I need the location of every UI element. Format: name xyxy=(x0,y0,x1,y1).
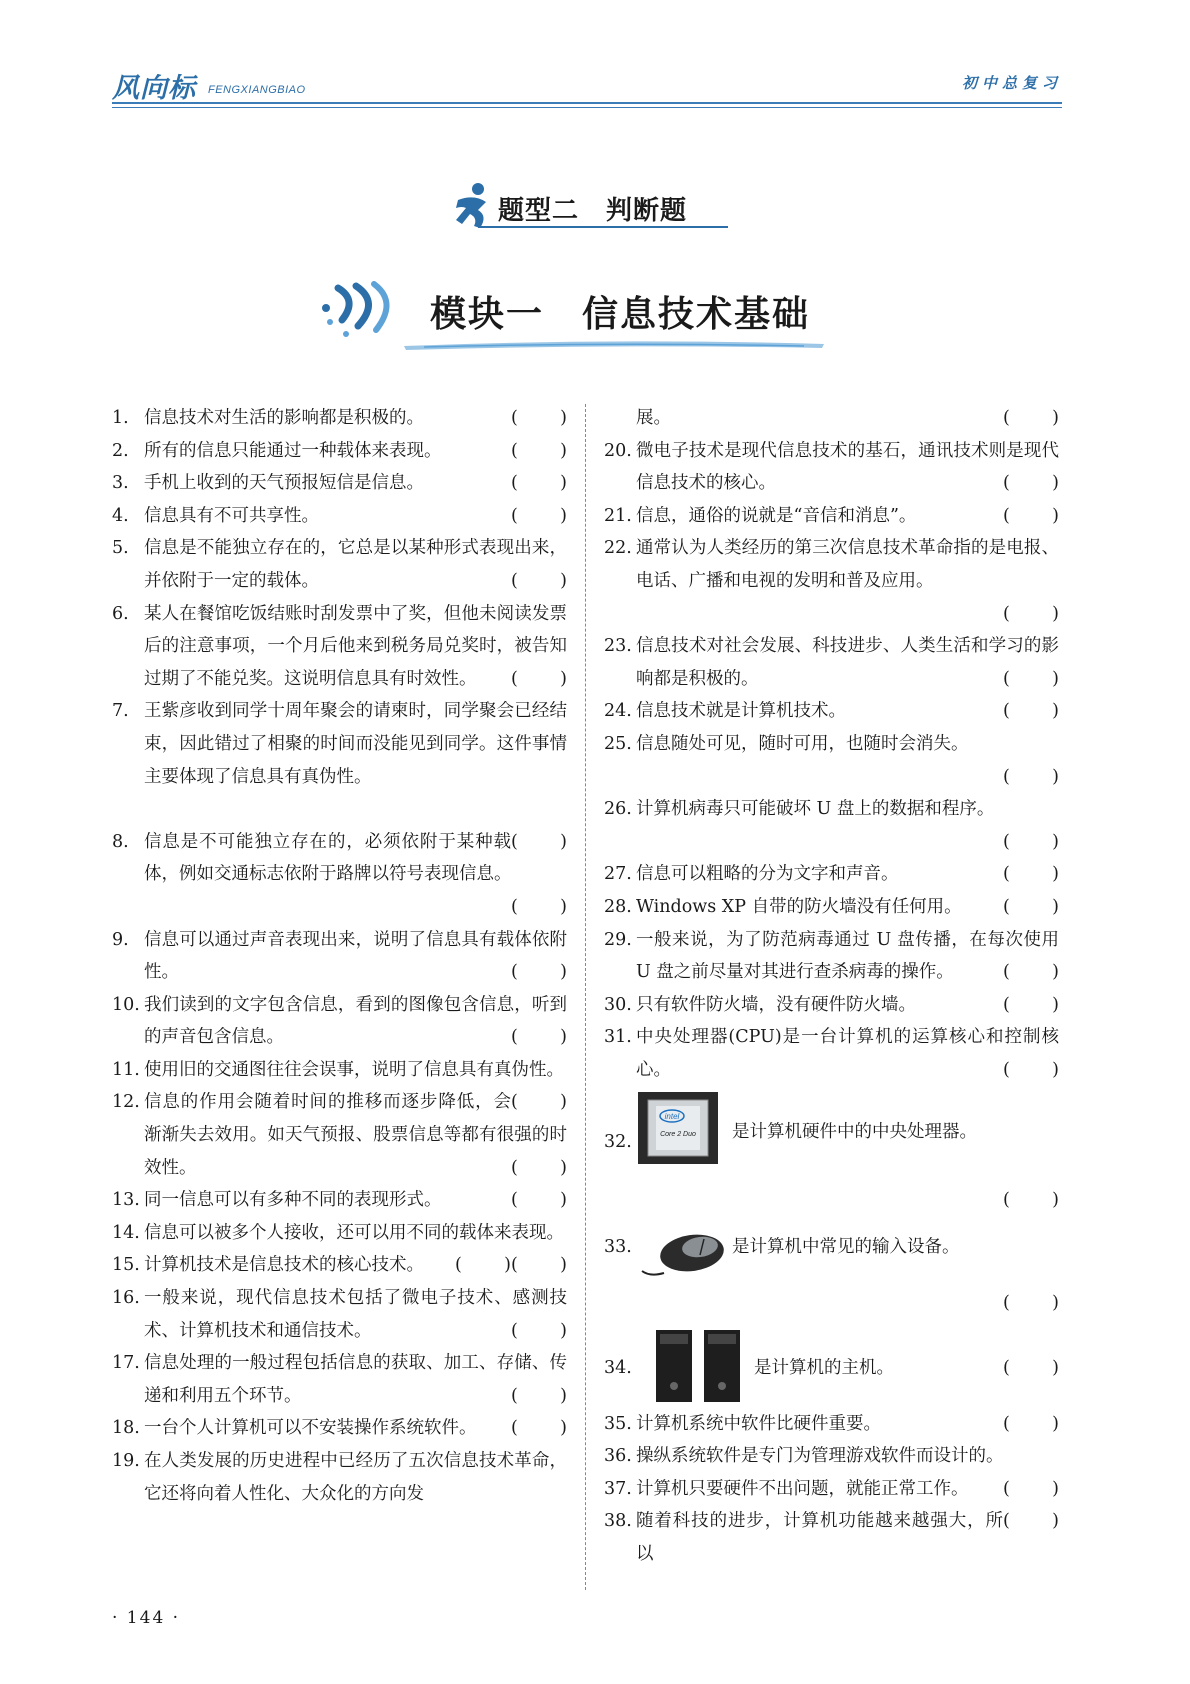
answer-bracket[interactable]: ( ) xyxy=(511,1418,567,1439)
question-number: 33. xyxy=(604,1237,632,1258)
question-text: 通常认为人类经历的第三次信息技术革命指的是电报、电话、广播和电视的发明和普及应用。 xyxy=(636,538,1059,591)
question-text: 所有的信息只能通过一种载体来表现。 xyxy=(144,440,442,461)
answer-bracket[interactable]: ( ) xyxy=(1003,864,1059,885)
question-number: 10. xyxy=(112,994,140,1015)
question-text: 计算机只要硬件不出问题，就能正常工作。 xyxy=(636,1478,969,1499)
question-text: 计算机病毒只可能破坏 U 盘上的数据和程序。 xyxy=(636,799,995,820)
question-number: 17. xyxy=(112,1353,140,1374)
page-header xyxy=(112,62,1062,106)
answer-bracket[interactable]: ( ) xyxy=(511,473,567,494)
question-text: 同一信息可以有多种不同的表现形式。 xyxy=(144,1190,442,1211)
brush-stroke-decoration xyxy=(404,338,824,352)
brand-logo: 风向标 xyxy=(112,73,196,104)
question-text: 使用旧的交通图往往会误事，说明了信息具有真伪性。 xyxy=(144,1059,564,1080)
answer-bracket[interactable]: ( ) xyxy=(1003,668,1059,689)
question-text: 信息可以粗略的分为文字和声音。 xyxy=(636,864,899,885)
question-number: 7. xyxy=(112,701,129,722)
mouse-image xyxy=(638,1225,728,1285)
question-text: 计算机系统中软件比硬件重要。 xyxy=(636,1413,881,1434)
question-item xyxy=(112,1347,567,1412)
answer-bracket[interactable]: ( ) xyxy=(1003,1293,1059,1314)
answer-bracket[interactable]: ( ) xyxy=(1003,1357,1059,1378)
right-question-column xyxy=(604,402,1059,1571)
question-number: 32. xyxy=(604,1132,632,1153)
question-number: 19. xyxy=(112,1451,140,1471)
question-text: 手机上收到的天气预报短信是信息。 xyxy=(144,473,424,494)
question-text: 信息技术就是计算机技术。 xyxy=(636,701,846,722)
question-text: 信息，通俗的说就是“音信和消息”。 xyxy=(636,505,917,526)
question-number: 12. xyxy=(112,1092,140,1113)
answer-bracket[interactable]: ( ) xyxy=(1003,994,1059,1015)
question-number: 21. xyxy=(604,505,632,526)
answer-bracket[interactable]: ( ) xyxy=(1003,962,1059,983)
question-item xyxy=(604,924,1059,989)
question-text: 在人类发展的历史进程中已经历了五次信息技术革命，它还将向着人性化、大众化的方向发 xyxy=(144,1451,567,1504)
question-number: 29. xyxy=(604,929,632,950)
question-text: 中央处理器(CPU)是一台计算机的运算核心和控制核心。 xyxy=(636,1027,1059,1080)
answer-bracket[interactable]: ( ) xyxy=(511,896,567,917)
question-number: 38. xyxy=(604,1511,632,1532)
question-number: 5. xyxy=(112,538,129,559)
question-text: 信息随处可见，随时可用，也随时会消失。 xyxy=(636,733,969,754)
question-text: 信息是不可能独立存在的，必须依附于某种载体，例如交通标志依附于路牌以符号表现信息。 xyxy=(144,831,512,885)
question-text: 某人在餐馆吃饭结账时刮发票中了奖，但他未阅读发票后的注意事项，一个月后他来到税务局兑奖时，被告知过期了不能兑奖。这说明信息具有时效性。 xyxy=(144,603,567,689)
question-item xyxy=(112,598,567,696)
question-text: 一般来说，为了防范病毒通过 U 盘传播，在每次使用 U 盘之前尽量对其进行查杀病毒的操作。 xyxy=(636,929,1059,983)
question-item xyxy=(604,989,1059,1022)
answer-bracket[interactable]: ( ) xyxy=(511,1320,567,1341)
question-text: 只有软件防火墙，没有硬件防火墙。 xyxy=(636,994,916,1015)
question-item xyxy=(604,630,1059,695)
question-item xyxy=(112,500,567,533)
question-text: 信息技术对生活的影响都是积极的。 xyxy=(144,408,424,428)
question-item-with-image xyxy=(604,1326,1059,1408)
answer-bracket[interactable]: ( ) xyxy=(1003,1190,1059,1211)
question-number: 30. xyxy=(604,994,632,1015)
answer-bracket[interactable]: ( ) xyxy=(1003,1413,1059,1434)
question-item xyxy=(604,793,1059,858)
question-item-with-image xyxy=(604,1225,1059,1287)
answer-bracket[interactable]: ( ) xyxy=(511,505,567,526)
answer-bracket[interactable]: ( ) xyxy=(511,1092,567,1113)
question-number: 26. xyxy=(604,799,632,820)
question-number: 14. xyxy=(112,1222,140,1243)
question-item xyxy=(604,532,1059,630)
answer-bracket[interactable]: ( ) xyxy=(1003,1059,1059,1080)
section-heading xyxy=(448,180,733,232)
answer-bracket[interactable]: ( ) xyxy=(1003,896,1059,917)
question-text: 计算机技术是信息技术的核心技术。 xyxy=(144,1255,424,1276)
question-number: 23. xyxy=(604,636,632,657)
question-item-with-image xyxy=(604,1092,1059,1184)
answer-bracket[interactable]: ( ) xyxy=(511,1027,567,1048)
question-item xyxy=(112,532,567,597)
question-number: 18. xyxy=(112,1418,140,1439)
question-item xyxy=(604,1021,1059,1086)
page-number: · 144 · xyxy=(112,1608,181,1628)
question-item xyxy=(112,1412,567,1445)
header-rule xyxy=(112,102,1062,104)
question-number: 27. xyxy=(604,864,632,885)
question-item xyxy=(112,1282,567,1347)
question-text: 信息技术对社会发展、科技进步、人类生活和学习的影响都是积极的。 xyxy=(636,636,1059,689)
question-text: 微电子技术是现代信息技术的基石，通讯技术则是现代信息技术的核心。 xyxy=(636,440,1059,494)
question-number: 35. xyxy=(604,1413,632,1434)
wave-decoration-icon xyxy=(318,280,398,344)
question-item-continuation xyxy=(604,402,1059,435)
question-item xyxy=(604,858,1059,891)
question-text: 操纵系统软件是专门为管理游戏软件而设计的。 xyxy=(636,1446,1004,1467)
question-number: 15. xyxy=(112,1255,140,1276)
question-number: 2. xyxy=(112,440,129,461)
question-number: 36. xyxy=(604,1446,632,1467)
answer-bracket[interactable]: ( ) xyxy=(511,440,567,461)
question-text: 王紫彦收到同学十周年聚会的请柬时，同学聚会已经结束，因此错过了相聚的时间而没能见到同学。这件事情主要体现了信息具有真伪性。 xyxy=(144,701,567,787)
question-number: 4. xyxy=(112,505,129,526)
question-text: 信息可以被多个人接收，还可以用不同的载体来表现。 xyxy=(144,1222,564,1243)
question-item xyxy=(112,467,567,500)
question-text: 信息具有不可共享性。 xyxy=(144,505,319,526)
question-item xyxy=(112,1184,567,1217)
question-number: 24. xyxy=(604,701,632,722)
question-text: 是计算机中常见的输入设备。 xyxy=(732,1237,960,1258)
question-item xyxy=(604,1505,1059,1570)
question-item xyxy=(604,1408,1059,1441)
brand-logo-subtitle: FENGXIANGBIAO xyxy=(208,84,306,96)
question-item xyxy=(604,500,1059,533)
answer-bracket[interactable]: ( ) xyxy=(511,408,567,428)
section-title-text: 题型二 判断题 xyxy=(498,196,688,226)
question-number: 25. xyxy=(604,733,632,754)
answer-bracket[interactable]: ( ) xyxy=(1003,1511,1059,1532)
question-number: 20. xyxy=(604,440,632,461)
question-text: 是计算机的主机。 xyxy=(754,1357,894,1378)
question-number: 9. xyxy=(112,929,129,950)
question-text: 信息是不能独立存在的，它总是以某种形式表现出来，并依附于一定的载体。 xyxy=(144,538,567,591)
question-text: 随着科技的进步，计算机功能越来越强大，所以 xyxy=(636,1511,1003,1565)
question-item xyxy=(112,1086,567,1184)
answer-bracket[interactable]: ( ) xyxy=(511,570,567,591)
question-text: 一般来说，现代信息技术包括了微电子技术、感测技术、计算机技术和通信技术。 xyxy=(144,1288,567,1341)
question-item xyxy=(112,826,567,924)
cpu-brand-label: intel xyxy=(664,1112,680,1122)
question-number: 3. xyxy=(112,473,129,494)
question-number: 16. xyxy=(112,1288,140,1309)
question-item xyxy=(112,1445,567,1510)
question-item xyxy=(604,695,1059,728)
answer-bracket[interactable]: ( ) xyxy=(455,1255,511,1276)
runner-icon xyxy=(448,180,498,232)
answer-bracket[interactable]: ( ) xyxy=(511,831,567,852)
answer-bracket[interactable]: ( ) xyxy=(1003,1478,1059,1499)
answer-bracket[interactable]: ( ) xyxy=(511,1190,567,1211)
question-number: 28. xyxy=(604,896,632,917)
question-text: Windows XP 自带的防火墙没有任何用。 xyxy=(636,896,962,917)
question-item xyxy=(112,695,567,852)
question-text: 信息的作用会随着时间的推移而逐步降低，会渐渐失去效用。如天气预报、股票信息等都有很强的时效性。 xyxy=(144,1092,567,1178)
answer-bracket[interactable]: ( ) xyxy=(511,1255,567,1276)
cpu-model-label: Core 2 Duo xyxy=(660,1131,696,1139)
module-title-text: 模块一 信息技术基础 xyxy=(430,294,811,335)
question-item xyxy=(604,728,1059,793)
answer-bracket[interactable]: ( ) xyxy=(1003,505,1059,526)
answer-bracket[interactable]: ( ) xyxy=(511,1385,567,1406)
answer-bracket[interactable]: ( ) xyxy=(1003,473,1059,494)
pc-tower-image xyxy=(654,1326,744,1404)
section-underline xyxy=(478,226,728,228)
answer-bracket[interactable]: ( ) xyxy=(1003,831,1059,852)
question-item xyxy=(112,989,567,1054)
question-text: 信息可以通过声音表现出来，说明了信息具有载体依附性。 xyxy=(144,929,567,983)
question-number: 22. xyxy=(604,538,632,559)
question-number: 8. xyxy=(112,831,129,852)
question-text: 信息处理的一般过程包括信息的获取、加工、存储、传递和利用五个环节。 xyxy=(144,1353,567,1406)
left-question-column xyxy=(112,402,567,1510)
answer-bracket[interactable]: ( ) xyxy=(1003,603,1059,624)
question-item xyxy=(112,1249,567,1282)
question-number: 37. xyxy=(604,1478,632,1499)
answer-bracket[interactable]: ( ) xyxy=(1003,701,1059,722)
answer-bracket[interactable]: ( ) xyxy=(1003,408,1059,428)
answer-bracket[interactable]: ( ) xyxy=(511,962,567,983)
module-heading xyxy=(318,280,858,360)
question-number: 11. xyxy=(112,1059,140,1080)
question-number: 34. xyxy=(604,1357,632,1378)
question-number: 13. xyxy=(112,1190,140,1211)
question-text: 是计算机硬件中的中央处理器。 xyxy=(732,1122,977,1143)
header-rule-thin xyxy=(112,107,1062,108)
question-item xyxy=(604,891,1059,924)
question-number: 1. xyxy=(112,408,129,428)
answer-bracket[interactable]: ( ) xyxy=(511,668,567,689)
answer-bracket[interactable]: ( ) xyxy=(1003,766,1059,787)
question-text: 展。 xyxy=(636,408,671,428)
question-item xyxy=(112,435,567,468)
column-divider xyxy=(585,404,586,1590)
question-text: 一台个人计算机可以不安装操作系统软件。 xyxy=(144,1418,477,1439)
answer-bracket[interactable]: ( ) xyxy=(511,1157,567,1178)
question-number: 31. xyxy=(604,1027,632,1048)
question-item xyxy=(604,435,1059,500)
question-text: 我们读到的文字包含信息，看到的图像包含信息，听到的声音包含信息。 xyxy=(144,994,567,1048)
question-item xyxy=(112,402,567,435)
cpu-chip-image xyxy=(638,1092,718,1164)
question-number: 6. xyxy=(112,603,129,624)
header-series-title: 初中总复习 xyxy=(961,74,1062,92)
question-item xyxy=(112,924,567,989)
